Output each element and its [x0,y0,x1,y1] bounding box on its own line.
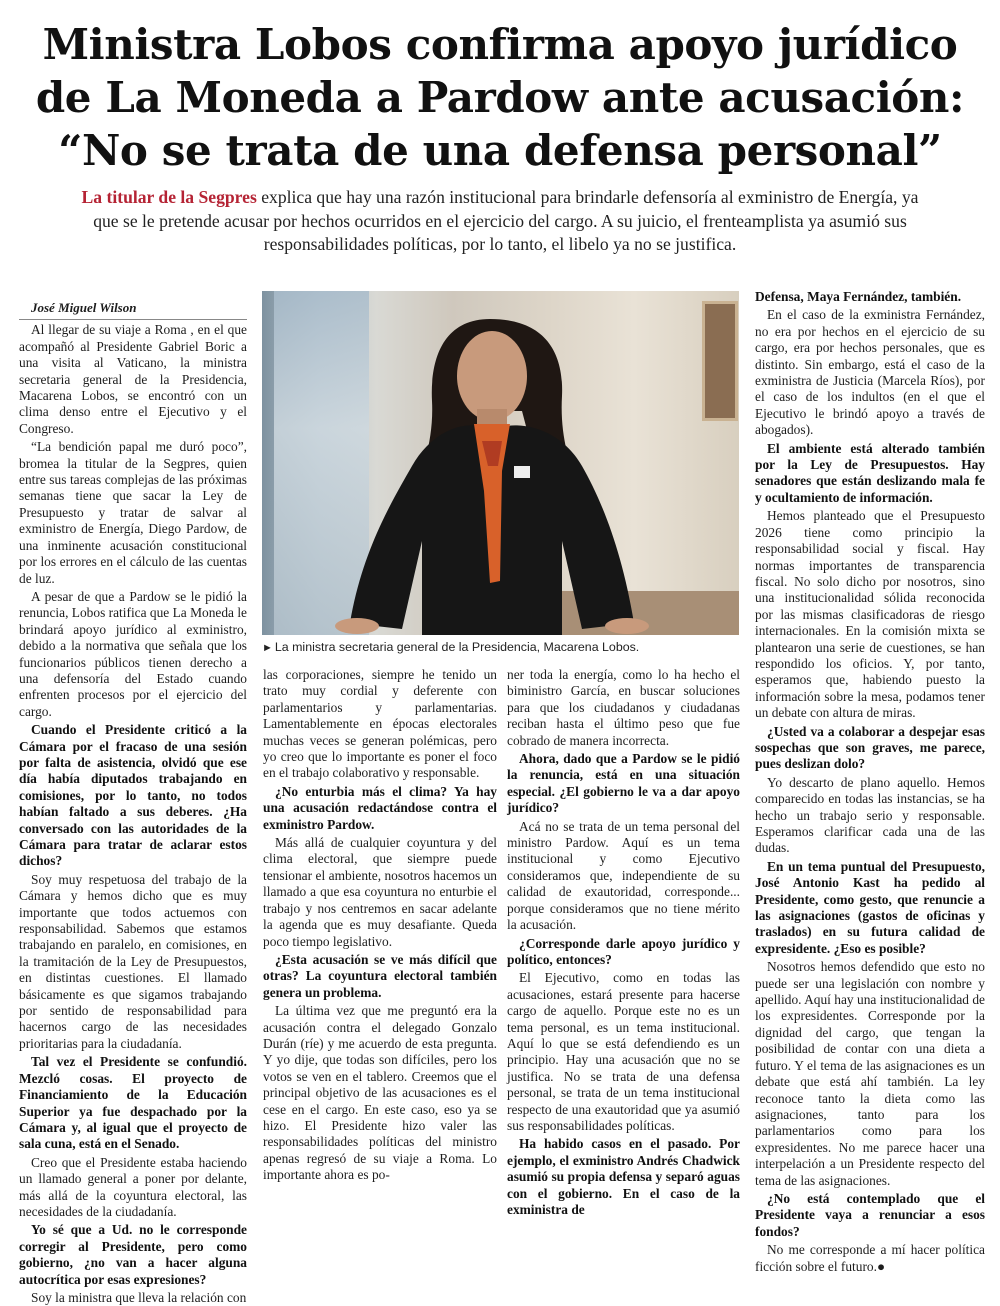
article-paragraph: En el caso de la exministra Fernández, no era por hechos en el ejercicio de su cargo, era por hechos personales, que es distinto. Sin embargo, está el caso de la exministra de Justicia (Marcela Ríos), por el caso de los indultos (en el que el Ejecutivo le brindó apoyo a través de abogados). [755,307,985,438]
interview-question: Ahora, dado que a Pardow se le pidió la renuncia, está en una situación especial. ¿El gobierno le va a dar apoyo jurídico? [507,751,740,816]
article-paragraph: A pesar de que a Pardow se le pidió la renuncia, Lobos ratifica que La Moneda le brindará apoyo jurídico al exministro, debido a la normativa que señala que los funcionarios públicos tienen derecho a una defensoría del Estado cuando enfrenten procesos por el ejercicio del cargo. [19,588,247,719]
headline-line-1: Ministra Lobos confirma apoyo jurídico [42,20,958,69]
article-paragraph: ner toda la energía, como lo ha hecho el biministro García, en buscar soluciones para que los ciudadanos y ciudadanas reciban hasta el último peso que fue cobrado de manera incorrecta. [507,667,740,748]
interview-question: ¿Usted va a colaborar a despejar esas sospechas que son graves, me parece, pues deslizan dolo? [755,723,985,772]
article-paragraph: Soy muy respetuosa del trabajo de la Cámara y hemos dicho que es muy importante que todos actuemos con responsabilidad. Sabemos que estamos trabajando en paralelo, en comisiones, en la tramitación de la Ley de Presupuestos, en distintas cuestiones. El llamado básicamente es que sigamos trabajando por sentido de responsabilidad para hacernos cargo de las necesidades prioritarias para la ciudadanía. [19,871,247,1051]
headline-line-3: “No se trata de una defensa personal” [58,126,942,175]
interview-question: Ha habido casos en el pasado. Por ejemplo, el exministro Andrés Chadwick asumió su propia defensa y separó aguas con el gobierno. En el caso de la exministra de [507,1136,740,1217]
interview-question: En un tema puntual del Presupuesto, José Antonio Kast ha pedido al Presidente, como gesto, que renuncie a las asignaciones (gastos de oficinas y traslados) en su futura calidad de expresidente. ¿Eso es posible? [755,858,985,956]
interview-question: Tal vez el Presidente se confundió. Mezcló cosas. El proyecto de Financiamiento de la Educación Superior ya fue despachado por la Cámara y, al igual que el proyecto de sala cuna, está en el Senado. [19,1054,247,1152]
article-paragraph: “La bendición papal me duró poco”, bromea la titular de la Segpres, quien entre sus tareas complejas de las próximas semanas tiene que sacar la Ley de Presupuesto y tratar de salvar al exministro de Energía, Diego Pardow, de una inminente acusación constitucional por los errores en el cálculo de las cuentas de luz. [19,439,247,586]
headline [20,18,980,177]
article-paragraph: Acá no se trata de un tema personal del ministro Pardow. Aquí es un tema institucional y como Ejecutivo consideramos que, independiente de su calidad de exautoridad, corresponde... porque consideramos que no tiene mérito la acusación. [507,818,740,933]
caption-text: La ministra secretaria general de la Presidencia, Macarena Lobos. [274,640,640,654]
article-paragraph: Hemos planteado que el Presupuesto 2026 tiene como principio la responsabilidad social y fiscal. Hay normas importantes de transparencia fiscal. No solo dicho por nosotros, sino una institucionalidad sólida reconocida por las mismas clasificadoras de riesgo internacionales. En la comisión mixta se plantearon una serie de cuestiones, se han respondido los oficios. Y, por tanto, esperamos que, habiendo puesto la información sobre la mesa, podamos tener un debate con altura de miras. [755,508,985,721]
col2-body [263,667,497,1184]
article-paragraph: Al llegar de su viaje a Roma , en el que acompañó al Presidente Gabriel Boric a una visita al Vaticano, la ministra secretaria general de la Presidencia, Macarena Lobos, se encontró con un clima denso entre el Ejecutivo y el Congreso. [19,322,247,436]
article-paragraph: Soy la ministra que lleva la relación con [31,1289,247,1305]
article-paragraph: Creo que el Presidente estaba haciendo un llamado general a poner por delante, más allá de la coyuntura electoral, las necesidades de la ciudadanía. [19,1154,247,1219]
portrait-photo [262,291,739,635]
article-paragraph: La última vez que me preguntó era la acusación contra el delegado Gonzalo Durán (ríe) y me acuerdo de esta pregunta. Y yo dije, que todas son difíciles, pero los votos se ven en el tablero. Creemos que el principal objetivo de las acusaciones es el cese en el cargo. En este caso, eso ya se hizo. El Presidente hizo valer las responsabilidades políticas del ministro apenas regresó de su viaje a Roma. Lo importante ahora es po- [263,1003,497,1183]
byline: José Miguel Wilson [19,300,247,320]
portrait-figure [262,291,739,635]
caption-arrow-icon: ► [262,642,273,654]
article-paragraph: El Ejecutivo, como en todas las acusaciones, estará presente para hacerse cargo de aquello. Porque este no es un tema personal, es un tema institucional. Aquí lo que se está defendiendo es un principio. Hay una acusación que no se justifica. No se trata de una defensa personal, se trata de un tema institucional respecto de una exautoridad que ya asumió sus responsabilidades políticas. [507,970,740,1133]
article-column-1 [19,300,247,1305]
interview-question: ¿Esta acusación se ve más difícil que otras? La coyuntura electoral también genera un problema. [263,951,497,1000]
article-paragraph: No me corresponde a mí hacer política ficción sobre el futuro.● [755,1242,985,1274]
lead-paragraph [80,186,920,257]
article-column-4 [755,289,985,1274]
col3-body [507,667,740,1218]
interview-question: ¿No está contemplado que el Presidente vaya a renunciar a esos fondos? [755,1190,985,1239]
article-paragraph: Más allá de cualquier coyuntura y del clima electoral, que siempre puede tensionar el ambiente, nosotros hacemos un llamado a que esa coyuntura no enturbie el trabajo y nos centremos en sacar adelante la agenda que es muy desafiante. Queda poco tiempo legislativo. [263,835,497,949]
interview-question: Defensa, Maya Fernández, también. [755,289,962,304]
article-column-3 [507,667,740,1217]
col4-body [755,289,985,1275]
interview-question: ¿No enturbia más el clima? Ya hay una acusación redactándose contra el exministro Pardow. [263,783,497,832]
photo-caption [262,640,742,654]
interview-question: Yo sé que a Ud. no le corresponde corregir al Presidente, pero como gobierno, ¿no van a hacer alguna autocrítica por esas expresiones? [19,1222,247,1287]
interview-question: El ambiente está alterado también por la Ley de Presupuestos. Hay senadores que están deslizando mala fe y ocultamiento de información. [755,440,985,505]
interview-question: ¿Corresponde darle apoyo jurídico y político, entonces? [507,935,740,967]
interview-question: Cuando el Presidente criticó a la Cámara por el fracaso de una sesión por falta de asistencia, olvidó que ese día había diputados trabajando en comisiones, por lo tanto, no todos habían faltado a sus deberes. ¿Ha conversado con las autoridades de la Cámara para tratar de aclarar estos dichos? [19,722,247,869]
lead-kicker: La titular de la Segpres [81,187,257,207]
article-paragraph: Yo descarto de plano aquello. Hemos comparecido en todas las instancias, se ha hecho un trabajo serio y responsable. Esperamos clarificar cada una de las dudas. [755,774,985,856]
article-paragraph: las corporaciones, siempre he tenido un trato muy cordial y deferente con parlamentarios y parlamentarias. Lamentablemente en épocas electorales muchas veces se generan polémicas, pero yo creo que lo importante es poner el foco en el trabajo colaborativo y responsable. [263,667,497,781]
lead-text: explica que hay una razón institucional para brindarle defensoría al exministro de Energía, ya que se le pretende acusar por hechos ocurridos en el ejercicio del cargo. A su juicio, el frenteamplista ya asumió sus responsabilidades políticas, por lo tanto, el libelo ya no se justifica. [93,187,919,254]
headline-line-2: de La Moneda a Pardow ante acusación: [35,73,965,122]
article-column-2 [263,667,497,1183]
col1-body [19,322,247,1306]
article-paragraph: Nosotros hemos defendido que esto no puede ser una legislación con nombre y apellido. Aquí hay una institucionalidad de los expresidentes. Corresponde por la dignidad del cargo, que tengan la posibilidad de contar con una dieta a futuro. Y el tema de las asignaciones es un debate que está ahí también. La ley reconoce tanto la dieta como las asignaciones, tanto para los parlamentarios como para los expresidentes. No me parece hacer una interpelación a un Presidente respecto del tema de las asignaciones. [755,959,985,1188]
